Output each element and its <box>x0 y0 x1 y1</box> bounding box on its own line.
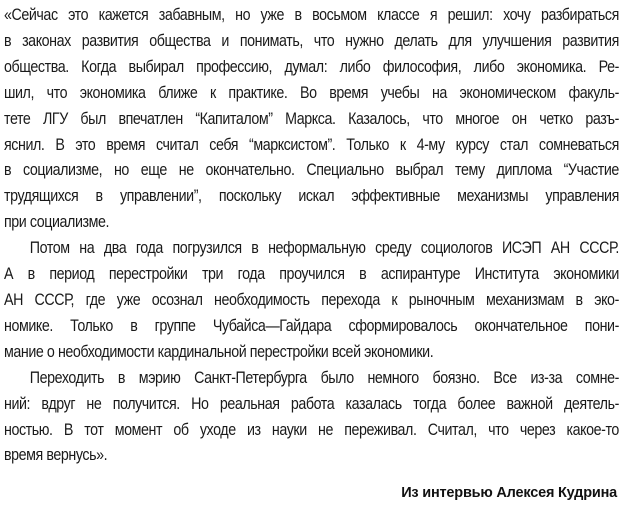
quote-line: мание о необходимости кардинальной перестройки всей экономики. <box>4 341 434 361</box>
quote-line: тете ЛГУ был впечатлен “Капиталом” Маркса. Казалось, что многое он четко разъ- <box>4 108 619 128</box>
quote-line: Потом на два года погрузился в неформальную среду социологов ИСЭП АН СССР. <box>29 238 619 258</box>
quote-line: ностью. В тот момент об уходе из науки не переживал. Считал, что через какое-то <box>4 419 619 439</box>
quote-line: общества. Когда выбирал профессию, думал: либо философия, либо экономика. Ре- <box>4 56 619 76</box>
quote-line: Переходить в мэрию Санкт-Петербурга было немного боязно. Все из-за сомне- <box>29 367 619 387</box>
quote-line: при социализме. <box>4 212 110 232</box>
quote-line: номике. Только в группе Чубайса—Гайдара сформировалось окончательное пони- <box>4 315 619 335</box>
quote-body <box>4 2 619 468</box>
quote-line: время вернусь». <box>4 445 108 465</box>
quote-line: яснил. В это время считал себя “марксистом”. Только к 4-му курсу стал сомневаться <box>4 134 619 154</box>
quote-line: шил, что экономика ближе к практике. Во время учебы на экономическом факуль- <box>4 82 619 102</box>
quote-line: АН СССР, где уже осознал необходимость перехода к рыночным механизмам в эко- <box>4 289 619 309</box>
quote-line: А в период перестройки три года проучился в аспирантуре Института экономики <box>4 264 619 284</box>
quote-line: «Сейчас это кажется забавным, но уже в восьмом классе я решил: хочу разбираться <box>4 5 619 24</box>
quote-line: трудящихся в управлении”, поскольку искал эффективные механизмы управления <box>4 186 619 206</box>
attribution: Из интервью Алексея Кудрина <box>401 485 617 501</box>
quote-line: в законах развития общества и понимать, что нужно делать для улучшения развития <box>4 30 619 50</box>
quote-line: ний: вдруг не получится. Но реальная работа казалась тогда более важной деятель- <box>4 393 619 413</box>
quote-line: в социализме, но еще не окончательно. Специально выбрал тему диплома “Участие <box>4 160 619 180</box>
document-page <box>4 0 619 512</box>
